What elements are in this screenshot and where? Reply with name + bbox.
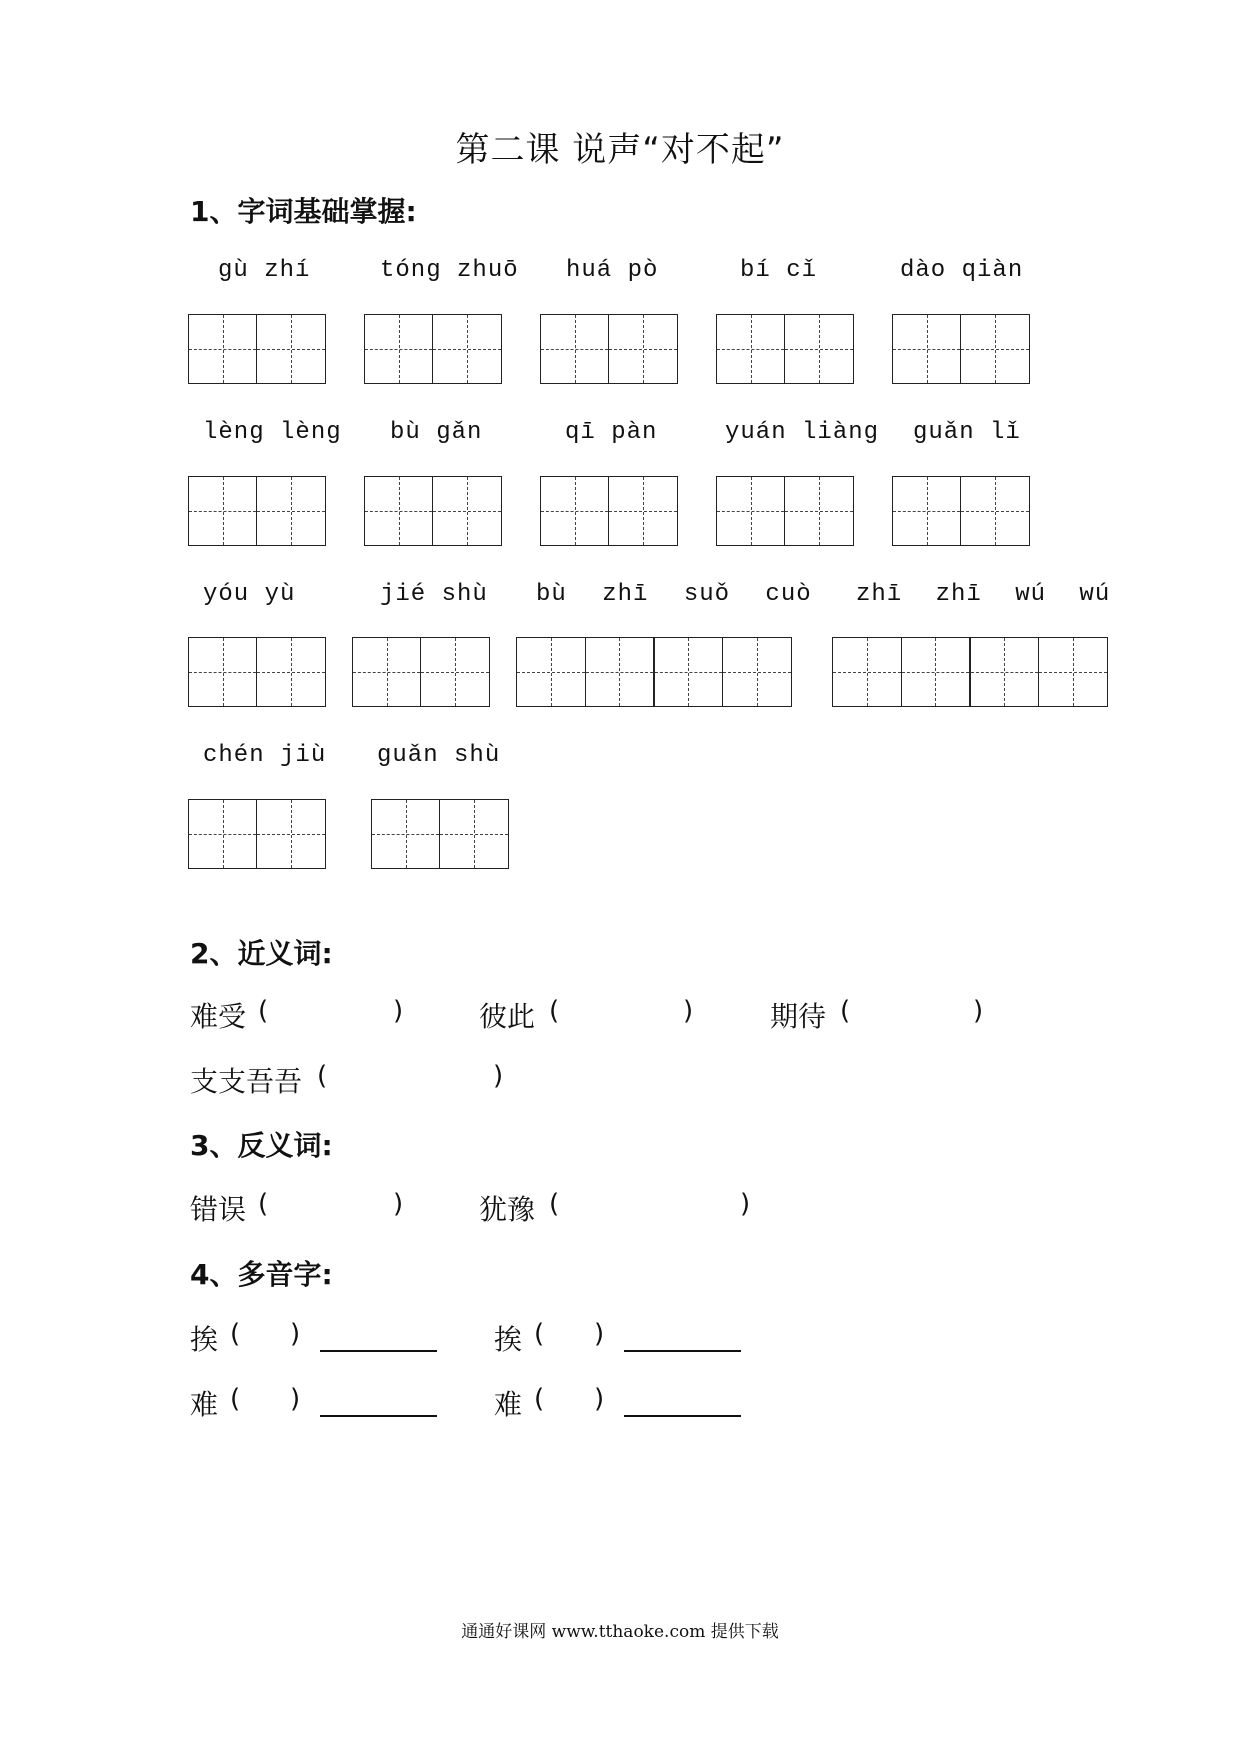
open-paren: ( <box>258 996 269 1026</box>
writing-grid[interactable] <box>832 637 1108 707</box>
pinyin-label: bí cǐ <box>740 257 818 284</box>
close-paren: ) <box>594 1384 605 1414</box>
writing-grid[interactable] <box>188 476 326 546</box>
close-paren: ) <box>393 1189 404 1219</box>
open-paren: ( <box>549 996 560 1026</box>
writing-grid[interactable] <box>188 637 326 707</box>
pinyin-label: yóu yù <box>203 581 296 608</box>
open-paren: ( <box>840 996 851 1026</box>
open-paren: ( <box>534 1384 545 1414</box>
antonym-word: 犹豫 <box>479 1193 536 1226</box>
writing-grid[interactable] <box>371 799 509 869</box>
writing-grid[interactable] <box>892 314 1030 384</box>
antonym-word: 错误 <box>190 1193 247 1226</box>
answer-line[interactable] <box>320 1415 437 1417</box>
pinyin-label: gù zhí <box>218 257 311 284</box>
synonym-word: 难受 <box>190 1000 247 1033</box>
close-paren: ) <box>493 1061 504 1091</box>
close-paren: ) <box>973 996 984 1026</box>
polyphone-char: 挨 <box>190 1323 219 1356</box>
writing-grid[interactable] <box>516 637 792 707</box>
answer-line[interactable] <box>320 1350 437 1352</box>
pinyin-label: tóng zhuō <box>380 257 519 284</box>
close-paren: ) <box>740 1189 751 1219</box>
close-paren: ) <box>683 996 694 1026</box>
pinyin-label: guǎn lǐ <box>913 419 1021 446</box>
close-paren: ) <box>290 1319 301 1349</box>
page-title: 第二课 说声“对不起” <box>455 130 785 170</box>
open-paren: ( <box>230 1319 241 1349</box>
open-paren: ( <box>258 1189 269 1219</box>
writing-grid[interactable] <box>716 476 854 546</box>
pinyin-label: dào qiàn <box>900 257 1024 284</box>
footer-text: 通通好课网 www.tthaoke.com 提供下载 <box>461 1622 779 1642</box>
synonym-word: 支支吾吾 <box>190 1065 303 1098</box>
polyphone-char: 挨 <box>494 1323 523 1356</box>
answer-line[interactable] <box>624 1350 741 1352</box>
writing-grid[interactable] <box>364 476 502 546</box>
section-heading-2: 2、近义词: <box>190 937 333 970</box>
close-paren: ) <box>393 996 404 1026</box>
writing-grid[interactable] <box>188 799 326 869</box>
open-paren: ( <box>317 1061 328 1091</box>
writing-grid[interactable] <box>716 314 854 384</box>
pinyin-label: huá pò <box>566 257 659 284</box>
close-paren: ) <box>290 1384 301 1414</box>
open-paren: ( <box>549 1189 560 1219</box>
pinyin-label: guǎn shù <box>377 742 501 769</box>
synonym-word: 期待 <box>770 1000 827 1033</box>
section-heading-1: 1、字词基础掌握: <box>190 195 417 228</box>
section-heading-3: 3、反义词: <box>190 1129 333 1162</box>
writing-grid[interactable] <box>892 476 1030 546</box>
pinyin-label: jié shù <box>380 581 488 608</box>
pinyin-label: yuán liàng <box>725 419 880 446</box>
answer-line[interactable] <box>624 1415 741 1417</box>
pinyin-label: chén jiù <box>203 742 327 769</box>
writing-grid[interactable] <box>540 314 678 384</box>
pinyin-label: bù zhī suǒ cuò <box>536 581 812 608</box>
pinyin-label: lèng lèng <box>203 419 342 446</box>
writing-grid[interactable] <box>188 314 326 384</box>
polyphone-char: 难 <box>494 1388 523 1421</box>
section-heading-4: 4、多音字: <box>190 1258 333 1291</box>
polyphone-char: 难 <box>190 1388 219 1421</box>
pinyin-label: bù gǎn <box>390 419 483 446</box>
pinyin-label: qī pàn <box>565 419 658 446</box>
writing-grid[interactable] <box>364 314 502 384</box>
pinyin-label: zhī zhī wú wú <box>856 581 1111 608</box>
open-paren: ( <box>230 1384 241 1414</box>
synonym-word: 彼此 <box>479 1000 536 1033</box>
writing-grid[interactable] <box>352 637 490 707</box>
writing-grid[interactable] <box>540 476 678 546</box>
open-paren: ( <box>534 1319 545 1349</box>
close-paren: ) <box>594 1319 605 1349</box>
